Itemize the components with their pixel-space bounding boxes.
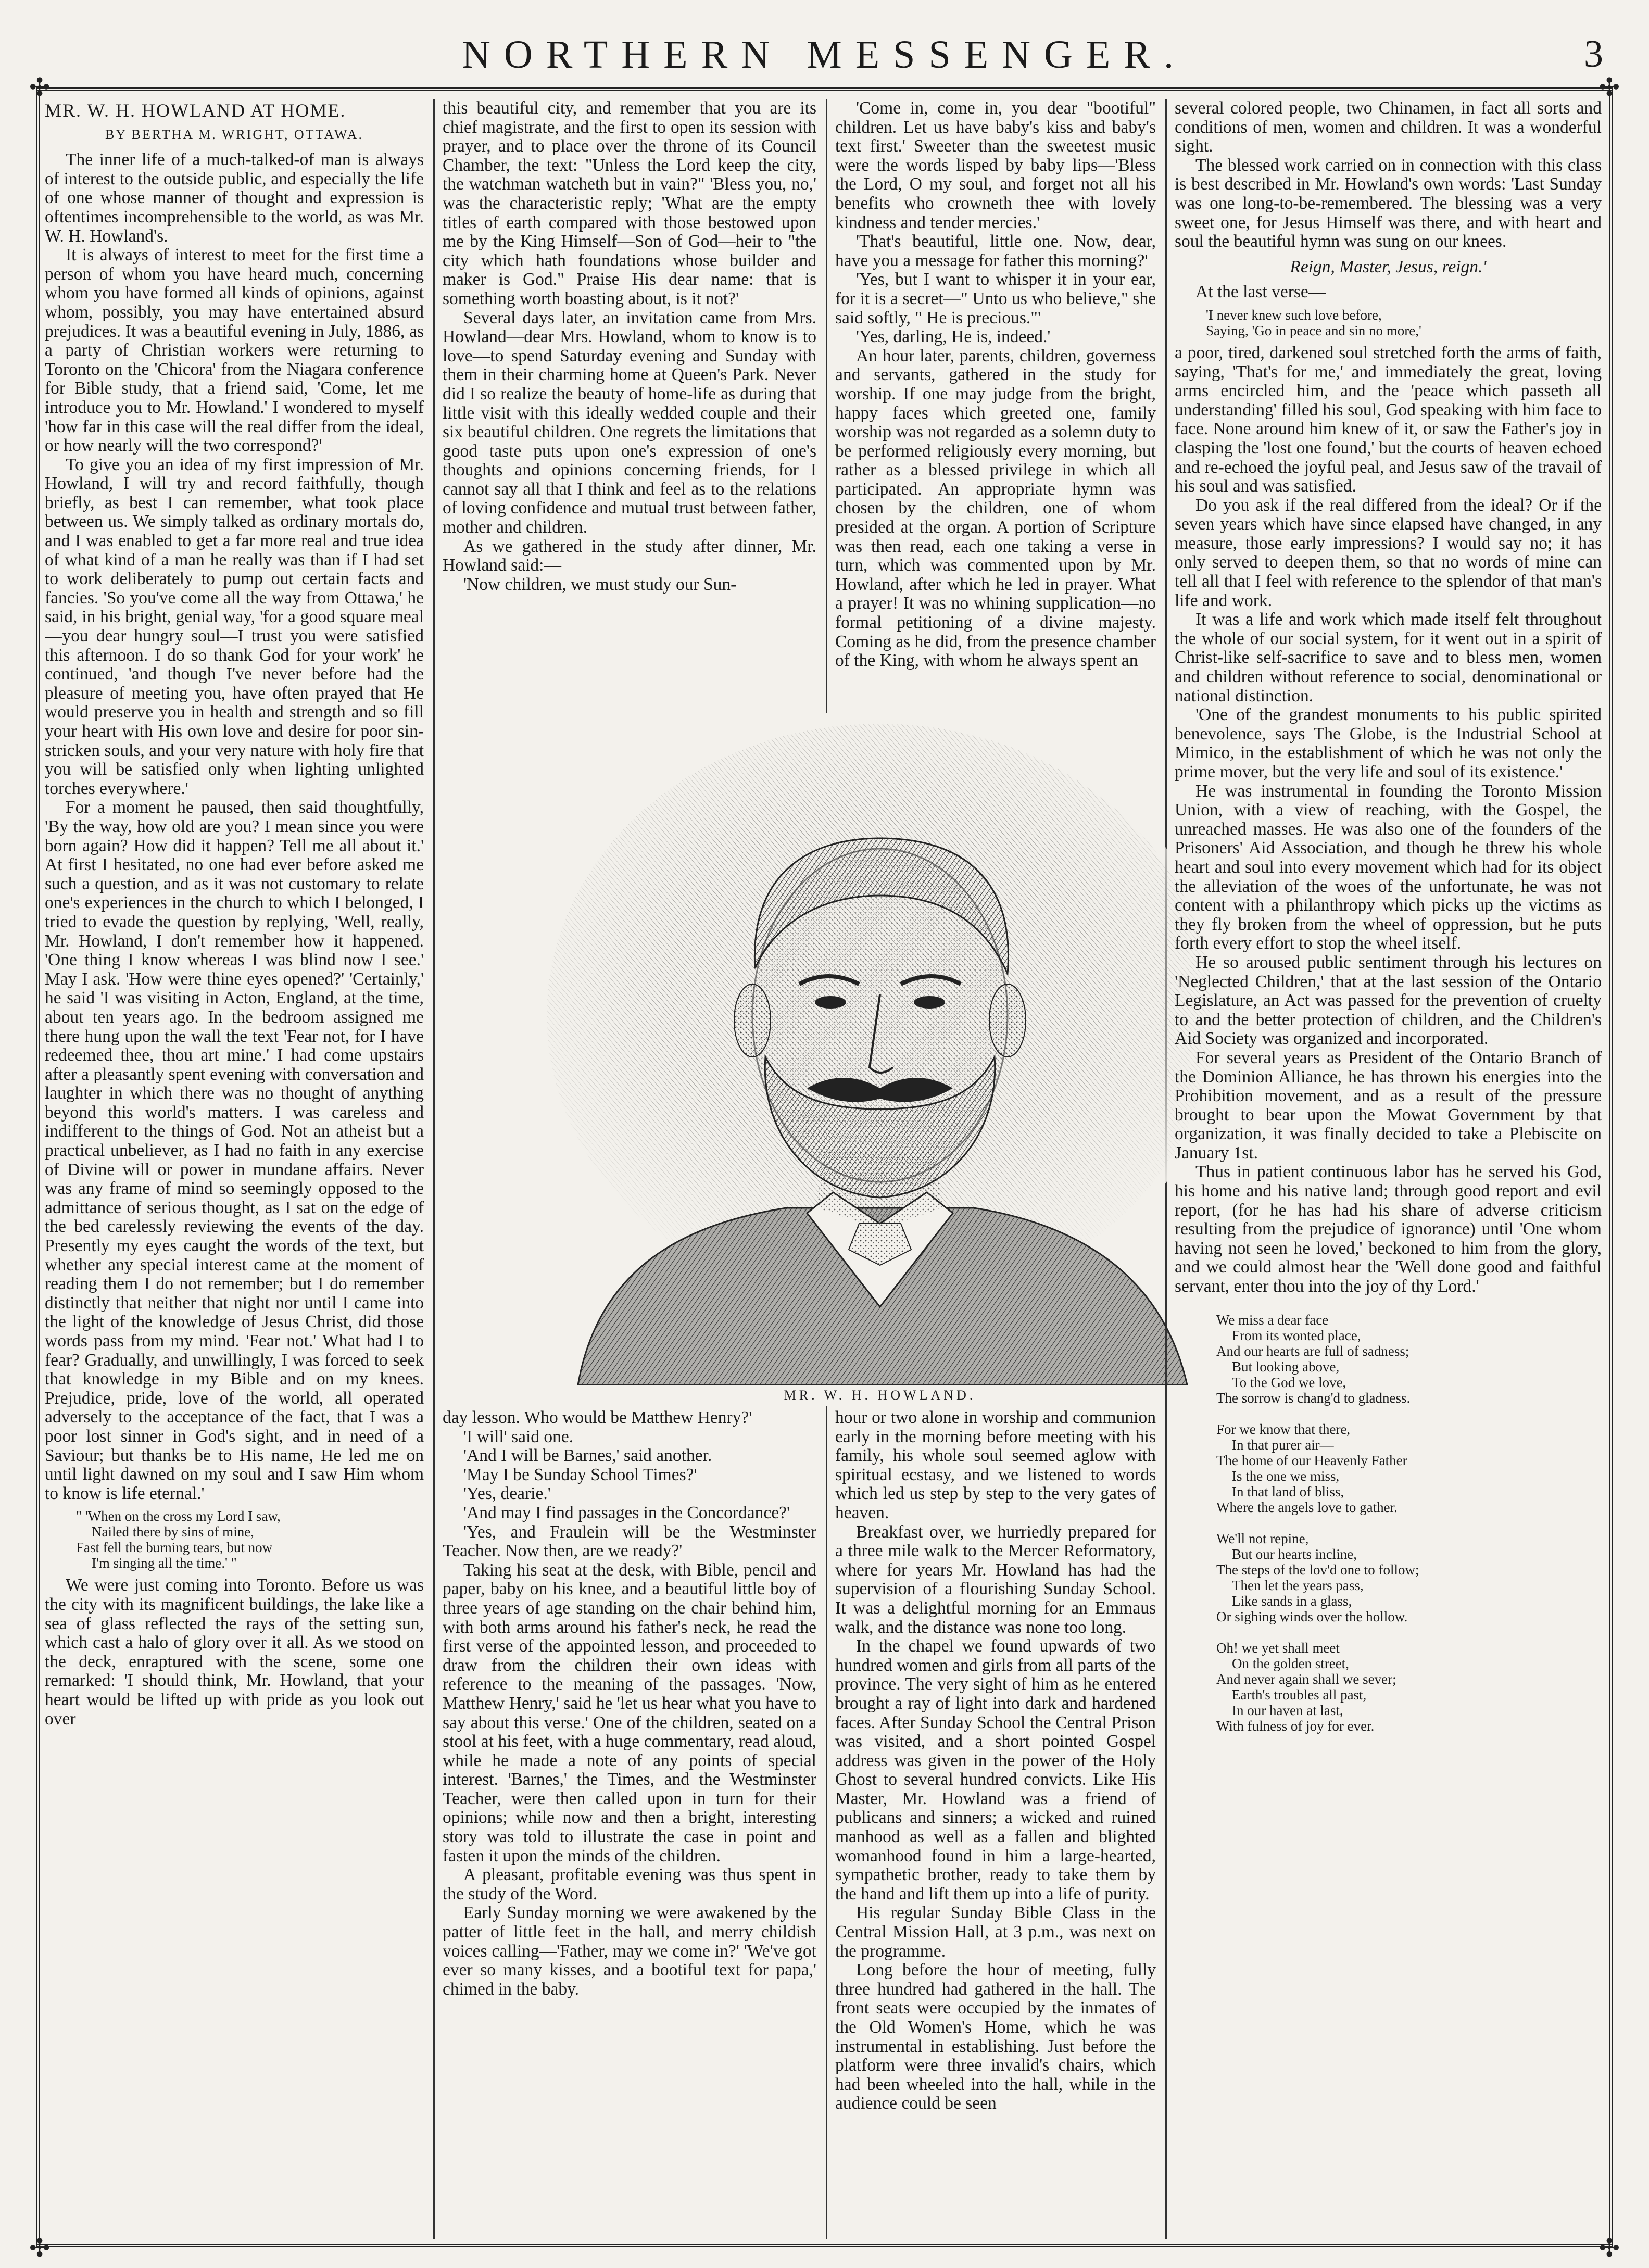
paragraph: He so aroused public sentiment through his lectures on 'Neglected Children,' that at the last session of the Ontario Legislature, an Act was passed for the prevention of cruelty to and the better protection of children, and the Children's Aid Society was organized and incorporated. xyxy=(1175,952,1602,1049)
poem-line: I'm singing all the time.' " xyxy=(92,1555,237,1571)
paragraph: For a moment he paused, then said thoughtfully, 'By the way, how old are you? I mean since you were born again? How did it happen? Tell me all about it.' At first I hesitated, no one had ever before asked me such a question, and as it was not customary to relate one's experiences in the church to which I belonged, I tried to evade the question by replying, 'Well, really, Mr. Howland, I don't remember how it happened. 'One thing I know whereas I was blind now I see.' May I ask. 'How were thine eyes opened?' 'Certainly,' he said 'I was visiting in Acton, England, at the time, about ten years ago. In the bedroom assigned me there hung upon the wall the text 'Fear not, for I have redeemed thee, thou art mine.' I had come upstairs after a pleasantly spent evening with conversation and laughter in which there was no thought of anything beyond this world's matters. I was careless and indifferent to the things of God. Not an atheist but a practical unbeliever, as I had no faith in any exercise of Divine will or power in mundane affairs. Never was any frame of mind so seemingly opposed to the admittance of serious thought, as I sat on the edge of the bed carelessly reviewing the events of the day. Presently my eyes caught the words of the text, but whether any special interest came at the moment of reading them I do not remember; but I do remember distinctly that neither that night nor until I came into the light of the knowledge of Jesus Christ, did those words pass from my mind. 'Fear not.' What had I to fear? Gradually, and unwillingly, I was forced to seek that knowledge in my Bible and on my knees. Prejudice, pride, love of the world, all operated adversely to the acceptance of the fact, that I was a poor lost sinner in God's sight, and in need of a Saviour; but thanks be to His name, He led me on until light dawned on my soul and I saw Him whom to know is life eternal.' xyxy=(45,798,424,1503)
paragraph: Several days later, an invitation came from Mrs. Howland—dear Mrs. Howland, whom to know is to love—to spend Saturday evening and Sunday with them in their charming home at Queen's Park. Never did I so realize the beauty of home-life as during that little visit with this ideally wedded couple and their six beautiful children. One regrets the limitations that good taste puts upon one's expression of one's thoughts and opinions concerning friends, for I cannot say all that I think and feel as to the relations of loving confidence and mutual trust between father, mother and children. xyxy=(443,308,816,537)
paragraph: 'That's beautiful, little one. Now, dear, have you a message for father this morning?' xyxy=(835,232,1156,270)
poem-line: The home of our Heavenly Father xyxy=(1216,1452,1407,1468)
poem-line: Saying, 'Go in peace and sin no more,' xyxy=(1206,322,1421,338)
poem-line: We'll not repine, xyxy=(1216,1530,1309,1546)
paragraph: hour or two alone in worship and communion early in the morning before meeting with his family, his whole soul seemed aglow with spiritual ecstasy, and we listened to words which led us step by step to the very gates of heaven. xyxy=(835,1408,1156,1522)
article-column-3-bottom xyxy=(835,1408,1156,2241)
article-column-2-top xyxy=(443,99,816,713)
memorial-poem xyxy=(1216,1312,1602,1734)
paragraph: It is always of interest to meet for the first time a person of whom you have heard much, concerning whom you have formed all kinds of opinions, against whom, possibly, you may have entertained absurd prejudices. It was a beautiful evening in July, 1886, as a party of Christian workers were returning to Toronto on the 'Chicora' from the Niagara conference for Bible study, that a friend said, 'Come, let me introduce you to Mr. Howland.' I wondered to myself 'how far in this case will the real differ from the ideal, or how nearly will the two correspond?' xyxy=(45,245,424,456)
paragraph: 'One of the grandest monuments to his public spirited benevolence, says The Globe, is the Industrial School at Mimico, in the establishment of which he was not only the prime mover, but the very life and soul of its existence.' xyxy=(1175,705,1602,782)
paragraph: A pleasant, profitable evening was thus spent in the study of the Word. xyxy=(443,1865,816,1904)
poem-line: But looking above, xyxy=(1232,1358,1340,1375)
paragraph: 'Yes, dearie.' xyxy=(463,1484,551,1504)
paragraph: Breakfast over, we hurriedly prepared for a three mile walk to the Mercer Reformatory, where for years Mr. Howland has had the supervision of a flourishing Sunday School. It was a delightful morning for an Emmaus walk, and the distance was none too long. xyxy=(835,1522,1156,1637)
paragraph: a poor, tired, darkened soul stretched forth the arms of faith, saying, 'That's for me,' and immediately the great, loving arms encircled him, and the 'peace which passeth all understanding' filled his soul, God speaking with him face to face. None around him knew of it, or saw the Father's joy in clasping the 'lost one found,' but the courts of heaven echoed and re-echoed the joyful peal, and Jesus saw of the travail of his soul and was satisfied. xyxy=(1175,343,1602,496)
poem-line: Like sands in a glass, xyxy=(1232,1593,1352,1609)
paragraph: several colored people, two Chinamen, in fact all sorts and conditions of men, women and children. It was a wonderful sight. xyxy=(1175,99,1602,156)
poem-line: For we know that there, xyxy=(1216,1421,1351,1437)
masthead-title: NORTHERN MESSENGER. xyxy=(461,33,1188,77)
article-headline: MR. W. H. HOWLAND AT HOME. xyxy=(45,100,346,121)
poem-line: Then let the years pass, xyxy=(1232,1577,1364,1593)
article-column-2-bottom xyxy=(443,1408,816,2241)
poem-line: Oh! we yet shall meet xyxy=(1216,1640,1340,1656)
paragraph: 'Yes, but I want to whisper it in your ear, for it is a secret—" Unto us who believe," she said softly, " He is precious."' xyxy=(835,270,1156,327)
corner-ornament-icon: ✣ xyxy=(1598,2235,1620,2262)
paragraph: 'May I be Sunday School Times?' xyxy=(463,1465,697,1484)
hymn-verse xyxy=(1206,307,1602,338)
poem-line: In that purer air— xyxy=(1232,1437,1334,1453)
poem-line xyxy=(1216,1406,1602,1421)
article-column-3-top xyxy=(835,99,1156,713)
paragraph: Early Sunday morning we were awakened by the patter of little feet in the hall, and merry childish voices calling—'Father, may we come in?' 'We've got ever so many kisses, and a bootiful text for papa,' chimed in the baby. xyxy=(443,1903,816,1999)
poem-line: The steps of the lov'd one to follow; xyxy=(1216,1561,1419,1578)
paragraph: He was instrumental in founding the Toronto Mission Union, with a view of reaching, with the Gospel, the unreached masses. He was also one of the founders of the Prisoners' Aid Association, and though he threw his whole heart and soul into every movement which had for its object the alleviation of the woes of the unfortunate, he was not content with a philanthropy which picks up the victims as they fly broken from the wheel of oppression, but he puts forth every effort to stop the wheel itself. xyxy=(1175,781,1602,953)
paragraph: Do you ask if the real differed from the ideal? Or if the seven years which have since elapsed have changed, in any measure, those early impressions? I would say no; it has only served to deepen them, so that no words of mine can tell all that I feel with reference to the splendor of that man's life and work. xyxy=(1175,495,1602,610)
corner-ornament-icon: ✣ xyxy=(29,2235,51,2262)
poem-line: Or sighing winds over the hollow. xyxy=(1216,1608,1408,1624)
paragraph: Long before the hour of meeting, fully three hundred had gathered in the hall. The front seats were occupied by the inmates of the Old Women's Home, which he was instrumental in establishing. Just before the platform were three invalid's chairs, which had been wheeled into the hall, while in the audience could be seen xyxy=(835,1960,1156,2113)
paragraph: We were just coming into Toronto. Before us was the city with its magnificent buildings, the lake like a sea of glass reflected the rays of the setting sun, which cast a halo of glory over it all. As we stood on the deck, enraptured with the scene, some one remarked: 'I should think, Mr. Howland, that your heart would be lifted up with pride as you look out over xyxy=(45,1576,424,1729)
poem-line: In that land of bliss, xyxy=(1232,1483,1344,1500)
paragraph: this beautiful city, and remember that you are its chief magistrate, and the first to open its session with prayer, and to place over the throne of its Council Chamber, the text: "Unless the Lord keep the city, the watchman watcheth but in vain?" 'Bless you, no,' was the characteristic reply; 'What are the empty titles of earth compared with those bestowed upon me by the King Himself—Son of God—heir to "the city which hath foundations whose builder and maker is God." Praise His dear name: that is something worth boasting about, is it not?' xyxy=(443,99,816,308)
newspaper-page xyxy=(29,21,1620,2262)
paragraph: 'Yes, darling, He is, indeed.' xyxy=(856,327,1051,347)
column-rule xyxy=(826,1406,827,2239)
paragraph: The blessed work carried on in connection with this class is best described in Mr. Howland's own words: 'Last Sunday was one long-to-be-remembered. The blessing was a very sweet one, for Jesus Himself was there, and with heart and soul the beautiful hymn was sung on our knees. xyxy=(1175,155,1602,251)
paragraph: 'Now children, we must study our Sun- xyxy=(463,574,737,594)
paragraph: 'I will' said one. xyxy=(463,1427,574,1446)
portrait-caption: MR. W. H. HOWLAND. xyxy=(784,1388,976,1403)
poem-line: Is the one we miss, xyxy=(1232,1468,1340,1484)
article-byline: BY BERTHA M. WRIGHT, OTTAWA. xyxy=(105,127,363,142)
poem-line: And our hearts are full of sadness; xyxy=(1216,1343,1409,1359)
poem-quote xyxy=(76,1508,424,1571)
left-border xyxy=(36,87,40,2247)
paragraph: An hour later, parents, children, governess and servants, gathered in the study for worship. If one may judge from the bright, happy faces which greeted one, family worship was not regarded as a solemn duty to be performed religiously every morning, but rather as a blessed privilege in which all participated. An appropriate hymn was chosen by the children, one of whom presided at the organ. A portion of Scripture was then read, each one taking a verse in turn, which was commented upon by Mr. Howland, after which he led in prayer. What a prayer! It was no whining supplication—no formal petitioning of a divine majesty. Coming as he did, from the presence chamber of the King, with whom he always spent an xyxy=(835,346,1156,671)
corner-ornament-icon: ✣ xyxy=(1598,74,1620,102)
poem-line: Fast fell the burning tears, but now xyxy=(76,1540,273,1556)
poem-line: Where the angels love to gather. xyxy=(1216,1499,1398,1515)
paragraph: The inner life of a much-talked-of man is always of interest to the outside public, and especially the life of one whose manner of thought and expression is oftentimes incomprehensible to the world, as was Mr. W. H. Howland's. xyxy=(45,150,424,246)
poem-line: We miss a dear face xyxy=(1216,1312,1329,1328)
poem-line: Earth's troubles all past, xyxy=(1232,1686,1367,1703)
article-column-4 xyxy=(1175,99,1602,2239)
poem-line: But our hearts incline, xyxy=(1232,1546,1357,1562)
poem-line: " 'When on the cross my Lord I saw, xyxy=(76,1508,281,1524)
column-rule xyxy=(826,99,827,713)
hymn-line: Reign, Master, Jesus, reign.' xyxy=(1290,257,1487,276)
poem-line: On the golden street, xyxy=(1232,1655,1349,1671)
poem-line: In our haven at last, xyxy=(1232,1702,1343,1718)
page-number: 3 xyxy=(1584,33,1603,75)
bottom-rule xyxy=(36,2244,1613,2247)
corner-ornament-icon: ✣ xyxy=(29,74,51,102)
paragraph: To give you an idea of my first impression of Mr. Howland, I will try and record faithfully, though briefly, as best I can remember, what took place between us. We simply talked as ordinary mortals do, and I was enabled to get a far more real and true idea of what kind of a man he really was than if I had set to work deliberately to pump out certain facts and fancies. 'So you've come all the way from Ottawa,' he said, in his bright, genial way, 'for a good square meal—you dear hungry soul—I trust you were satisfied this afternoon. I do so thank God for your work' he continued, 'and though I've never before had the pleasure of meeting you, have often prayed that He would preserve you in health and strength and so fill your heart with His own love and desire for poor sin-stricken souls, and your very nature with holy fire that you will be satisfied only when lighting unlighted torches everywhere.' xyxy=(45,455,424,798)
column-rule xyxy=(433,99,435,2239)
poem-line xyxy=(1216,1624,1602,1640)
poem-line xyxy=(1216,1515,1602,1531)
poem-line: 'I never knew such love before, xyxy=(1206,307,1382,323)
poem-line: From its wonted place, xyxy=(1232,1327,1361,1343)
paragraph: In the chapel we found upwards of two hundred women and girls from all parts of the province. The very sight of him as he entered brought a ray of light into dark and hardened faces. After Sunday School the Central Prison was visited, and a short pointed Gospel address was given in the power of the Holy Ghost to several hundred convicts. Like His Master, Mr. Howland was a friend of publicans and sinners; a wicked and ruined manhood as well as a fallen and blighted womanhood found in him a large-hearted, sympathetic brother, ready to take them by the hand and lift them up into a life of purity. xyxy=(835,1636,1156,1904)
paragraph: As we gathered in the study after dinner, Mr. Howland said:— xyxy=(443,536,816,575)
poem-line: Nailed there by sins of mine, xyxy=(92,1524,254,1540)
poem-line: With fulness of joy for ever. xyxy=(1216,1718,1375,1734)
paragraph: 'Yes, and Fraulein will be the Westminster Teacher. Now then, are we ready?' xyxy=(443,1522,816,1561)
paragraph: 'Come in, come in, you dear "bootiful" children. Let us have baby's kiss and baby's text first.' Sweeter than the sweetest music were the words lisped by baby lips—'Bless the Lord, O my soul, and forget not all his benefits who crowneth thee with lovely kindness and tender mercies.' xyxy=(835,99,1156,232)
right-border xyxy=(1609,87,1613,2247)
top-rule xyxy=(36,87,1613,91)
portrait-engraving xyxy=(515,724,1244,1385)
paragraph: day lesson. Who would be Matthew Henry?' xyxy=(443,1408,752,1427)
paragraph: It was a life and work which made itself felt throughout the whole of our social system, for it went out in a spirit of Christ-like self-sacrifice to save and to bless men, women and children without reference to social, denominational or national distinction. xyxy=(1175,610,1602,705)
paragraph: Thus in patient continuous labor has he served his God, his home and his native land; through good report and evil report, (for he has had his share of adverse criticism resulting from the prejudice of ignorance) until 'One whom having not seen he loved,' beckoned to him from the glory, and we could almost hear the 'Well done good and faithful servant, enter thou into the joy of thy Lord.' xyxy=(1175,1162,1602,1296)
paragraph: 'And may I find passages in the Concordance?' xyxy=(463,1503,790,1522)
article-column-1 xyxy=(45,99,424,2239)
paragraph: 'And I will be Barnes,' said another. xyxy=(463,1446,712,1466)
poem-line: To the God we love, xyxy=(1232,1374,1346,1390)
poem-line: The sorrow is chang'd to gladness. xyxy=(1216,1390,1411,1406)
paragraph: His regular Sunday Bible Class in the Central Mission Hall, at 3 p.m., was next on the programme. xyxy=(835,1903,1156,1961)
poem-line: And never again shall we sever; xyxy=(1216,1671,1396,1687)
paragraph: For several years as President of the Ontario Branch of the Dominion Alliance, he has thrown his energies into the Prohibition movement, and as a result of the pressure brought to bear upon the Mowat Government by that organization, it was finally decided to take a Plebiscite on January 1st. xyxy=(1175,1048,1602,1163)
paragraph: Taking his seat at the desk, with Bible, pencil and paper, baby on his knee, and a beautiful little boy of three years of age standing on the chair behind him, with both arms around his father's neck, he read the first verse of the appointed lesson, and proceeded to draw from the children their own ideas with reference to the meaning of the passages. 'Now, Matthew Henry,' said he 'let us hear what you have to say about this verse.' One of the children, seated on a stool at his feet, with a huge commentary, read aloud, while he made a note of any points of special interest. 'Barnes,' the Times, and the Westminster Teacher, were then called upon in turn for their opinions; while now and then a bright, interesting story was told to illustrate the case in point and fasten it upon the minds of the children. xyxy=(443,1560,816,1866)
paragraph: At the last verse— xyxy=(1195,282,1326,302)
